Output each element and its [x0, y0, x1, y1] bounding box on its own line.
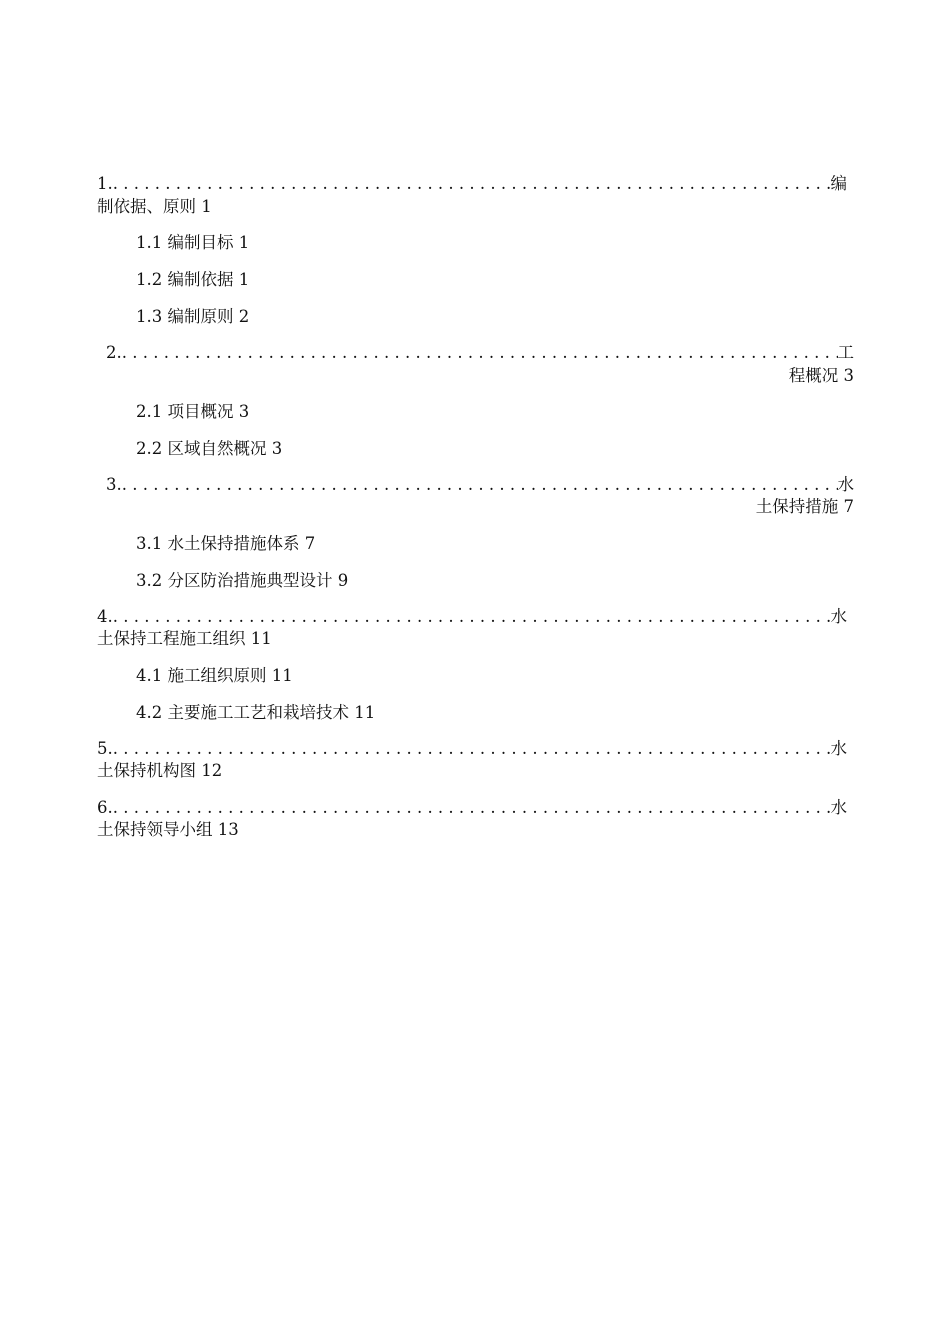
toc-entry-number: 4.: [97, 607, 113, 626]
toc-entry-6-title[interactable]: 土保持领导小组 13: [97, 820, 239, 839]
toc-entry-5[interactable]: [97, 738, 847, 760]
toc-entry-5-title[interactable]: 土保持机构图 12: [97, 761, 223, 780]
toc-entry-title-start: 水: [830, 607, 847, 626]
toc-entry-3-title[interactable]: 土保持措施 7: [755, 497, 854, 516]
toc-entry-title-start: 水: [837, 475, 854, 494]
dot-leader: [113, 606, 831, 628]
toc-entry-4-title[interactable]: 土保持工程施工组织 11: [97, 629, 272, 648]
toc-entry-number: 6.: [97, 798, 113, 817]
toc-entry-2-title[interactable]: 程概况 3: [788, 366, 854, 385]
toc-entry-number: 3.: [106, 475, 122, 494]
dot-leader: [113, 738, 831, 760]
toc-entry-number: 1.: [97, 174, 113, 193]
toc-entry-3[interactable]: [106, 474, 854, 496]
toc-entry-number: 5.: [97, 739, 113, 758]
toc-entry-1-title[interactable]: 制依据、原则 1: [97, 197, 212, 216]
toc-entry-title-start: 水: [830, 798, 847, 817]
toc-entry-title-start: 编: [830, 174, 847, 193]
toc-subentry-2-1[interactable]: 2.1 项目概况 3: [136, 402, 250, 421]
toc-entry-6[interactable]: [97, 797, 847, 819]
dot-leader: [122, 342, 838, 364]
dot-leader: [113, 797, 831, 819]
dot-leader: [113, 173, 831, 195]
dot-leader: [122, 474, 838, 496]
toc-subentry-1-2[interactable]: 1.2 编制依据 1: [136, 270, 250, 289]
toc-subentry-3-1[interactable]: 3.1 水土保持措施体系 7: [136, 534, 316, 553]
toc-entry-4[interactable]: [97, 606, 847, 628]
toc-subentry-4-2[interactable]: 4.2 主要施工工艺和栽培技术 11: [136, 703, 376, 722]
toc-subentry-3-2[interactable]: 3.2 分区防治措施典型设计 9: [136, 571, 349, 590]
toc-subentry-1-1[interactable]: 1.1 编制目标 1: [136, 233, 250, 252]
toc-entry-number: 2.: [106, 343, 122, 362]
toc-entry-1[interactable]: [97, 173, 847, 195]
toc-subentry-4-1[interactable]: 4.1 施工组织原则 11: [136, 666, 293, 685]
toc-entry-title-start: 工: [837, 343, 854, 362]
toc-subentry-2-2[interactable]: 2.2 区域自然概况 3: [136, 439, 283, 458]
toc-entry-2[interactable]: [106, 342, 854, 364]
toc-entry-title-start: 水: [830, 739, 847, 758]
toc-subentry-1-3[interactable]: 1.3 编制原则 2: [136, 307, 250, 326]
